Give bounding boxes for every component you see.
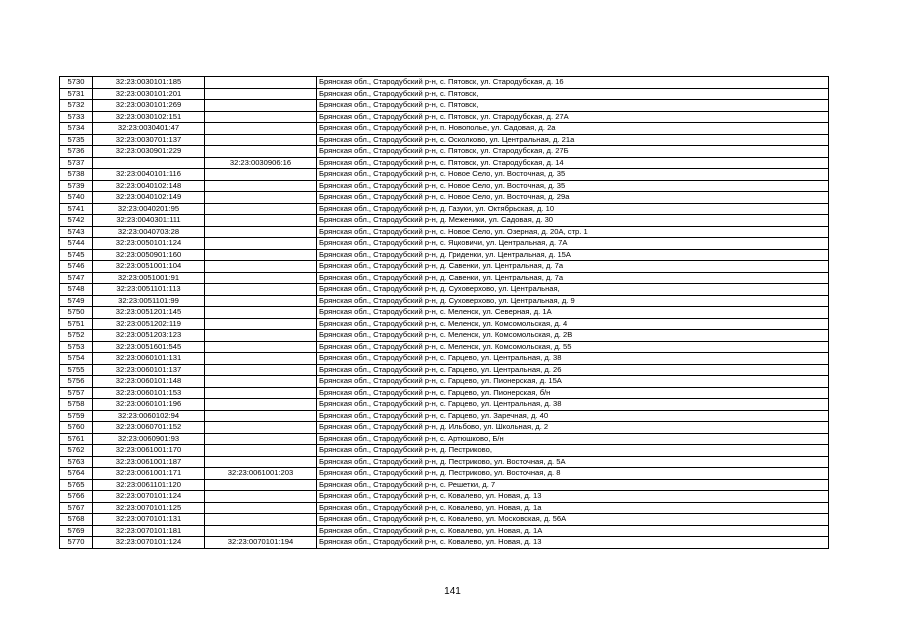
row-number-cell: 5756 — [60, 376, 93, 388]
address-cell: Брянская обл., Стародубский р-н, д. Савенки, ул. Центральная, д. 7а — [317, 272, 829, 284]
row-number-cell: 5746 — [60, 261, 93, 273]
address-cell: Брянская обл., Стародубский р-н, с. Гарцево, ул. Пионерская, б/н — [317, 387, 829, 399]
related-cadastral-number-cell: 32:23:0070101:194 — [205, 537, 317, 549]
cadastral-number-cell: 32:23:0060101:137 — [93, 364, 205, 376]
address-cell: Брянская обл., Стародубский р-н, д. Газуки, ул. Октябрьская, д. 10 — [317, 203, 829, 215]
cadastral-number-cell: 32:23:0070101:124 — [93, 537, 205, 549]
row-number-cell: 5744 — [60, 238, 93, 250]
table-row — [60, 203, 829, 215]
table-row — [60, 284, 829, 296]
row-number-cell: 5765 — [60, 479, 93, 491]
related-cadastral-number-cell — [205, 353, 317, 365]
cadastral-number-cell: 32:23:0061101:120 — [93, 479, 205, 491]
table-row — [60, 215, 829, 227]
related-cadastral-number-cell — [205, 215, 317, 227]
related-cadastral-number-cell — [205, 318, 317, 330]
cadastral-number-cell: 32:23:0040102:148 — [93, 180, 205, 192]
cadastral-number-cell: 32:23:0030101:185 — [93, 77, 205, 89]
address-cell: Брянская обл., Стародубский р-н, с. Новое Село, ул. Озерная, д. 20А, стр. 1 — [317, 226, 829, 238]
cadastral-number-cell: 32:23:0060101:196 — [93, 399, 205, 411]
row-number-cell: 5750 — [60, 307, 93, 319]
related-cadastral-number-cell — [205, 399, 317, 411]
cadastral-number-cell: 32:23:0030701:137 — [93, 134, 205, 146]
cadastral-number-cell: 32:23:0050901:160 — [93, 249, 205, 261]
row-number-cell: 5768 — [60, 514, 93, 526]
cadastral-number-cell: 32:23:0051101:113 — [93, 284, 205, 296]
row-number-cell: 5769 — [60, 525, 93, 537]
table-row — [60, 192, 829, 204]
cadastral-number-cell: 32:23:0051601:545 — [93, 341, 205, 353]
address-cell: Брянская обл., Стародубский р-н, с. Яцковичи, ул. Центральная, д. 7А — [317, 238, 829, 250]
address-cell: Брянская обл., Стародубский р-н, с. Гарцево, ул. Центральная, д. 38 — [317, 399, 829, 411]
related-cadastral-number-cell — [205, 479, 317, 491]
row-number-cell: 5733 — [60, 111, 93, 123]
address-cell: Брянская обл., Стародубский р-н, с. Гарцево, ул. Центральная, д. 38 — [317, 353, 829, 365]
table-row — [60, 146, 829, 158]
address-cell: Брянская обл., Стародубский р-н, с. Ковалево, ул. Московская, д. 56А — [317, 514, 829, 526]
table-row — [60, 123, 829, 135]
address-cell: Брянская обл., Стародубский р-н, д. Ильбово, ул. Школьная, д. 2 — [317, 422, 829, 434]
table-row — [60, 238, 829, 250]
table-row — [60, 387, 829, 399]
cadastral-number-cell: 32:23:0060101:148 — [93, 376, 205, 388]
row-number-cell: 5736 — [60, 146, 93, 158]
cadastral-number-cell: 32:23:0051101:99 — [93, 295, 205, 307]
related-cadastral-number-cell: 32:23:0061001:203 — [205, 468, 317, 480]
address-cell: Брянская обл., Стародубский р-н, с. Ковалево, ул. Новая, д. 13 — [317, 491, 829, 503]
related-cadastral-number-cell — [205, 491, 317, 503]
related-cadastral-number-cell — [205, 238, 317, 250]
table-row — [60, 341, 829, 353]
table-row — [60, 353, 829, 365]
related-cadastral-number-cell — [205, 192, 317, 204]
cadastral-number-cell: 32:23:0051201:145 — [93, 307, 205, 319]
row-number-cell: 5753 — [60, 341, 93, 353]
address-cell: Брянская обл., Стародубский р-н, д. Пестриково, — [317, 445, 829, 457]
related-cadastral-number-cell — [205, 341, 317, 353]
address-cell: Брянская обл., Стародубский р-н, с. Гарцево, ул. Заречная, д. 40 — [317, 410, 829, 422]
cadastral-number-cell: 32:23:0060901:93 — [93, 433, 205, 445]
table-body — [60, 77, 829, 549]
cadastral-number-cell: 32:23:0070101:125 — [93, 502, 205, 514]
row-number-cell: 5743 — [60, 226, 93, 238]
related-cadastral-number-cell — [205, 249, 317, 261]
address-cell: Брянская обл., Стародубский р-н, с. Меленск, ул. Комсомольская, д. 2В — [317, 330, 829, 342]
table-row — [60, 525, 829, 537]
row-number-cell: 5760 — [60, 422, 93, 434]
table-row — [60, 111, 829, 123]
related-cadastral-number-cell — [205, 376, 317, 388]
address-cell: Брянская обл., Стародубский р-н, с. Решетки, д. 7 — [317, 479, 829, 491]
address-cell: Брянская обл., Стародубский р-н, с. Пятовск, ул. Стародубская, д. 14 — [317, 157, 829, 169]
row-number-cell: 5749 — [60, 295, 93, 307]
related-cadastral-number-cell — [205, 284, 317, 296]
cadastral-number-cell: 32:23:0061001:170 — [93, 445, 205, 457]
address-cell: Брянская обл., Стародубский р-н, с. Артюшково, Б/н — [317, 433, 829, 445]
address-cell: Брянская обл., Стародубский р-н, д. Суховерхово, ул. Центральная, д. 9 — [317, 295, 829, 307]
row-number-cell: 5739 — [60, 180, 93, 192]
table-row — [60, 307, 829, 319]
row-number-cell: 5764 — [60, 468, 93, 480]
address-cell: Брянская обл., Стародубский р-н, с. Ковалево, ул. Новая, д. 13 — [317, 537, 829, 549]
cadastral-number-cell: 32:23:0030101:201 — [93, 88, 205, 100]
related-cadastral-number-cell — [205, 134, 317, 146]
related-cadastral-number-cell — [205, 169, 317, 181]
table-row — [60, 272, 829, 284]
related-cadastral-number-cell — [205, 272, 317, 284]
address-cell: Брянская обл., Стародубский р-н, с. Новое Село, ул. Восточная, д. 35 — [317, 180, 829, 192]
table-row — [60, 514, 829, 526]
cadastral-number-cell: 32:23:0040301:111 — [93, 215, 205, 227]
cadastral-number-cell: 32:23:0060701:152 — [93, 422, 205, 434]
table-row — [60, 491, 829, 503]
row-number-cell: 5767 — [60, 502, 93, 514]
table-row — [60, 330, 829, 342]
table-row — [60, 169, 829, 181]
cadastral-number-cell: 32:23:0051001:91 — [93, 272, 205, 284]
row-number-cell: 5754 — [60, 353, 93, 365]
row-number-cell: 5759 — [60, 410, 93, 422]
address-cell: Брянская обл., Стародубский р-н, д. Пестриково, ул. Восточная, д. 8 — [317, 468, 829, 480]
row-number-cell: 5762 — [60, 445, 93, 457]
table-row — [60, 479, 829, 491]
address-cell: Брянская обл., Стародубский р-н, д. Савенки, ул. Центральная, д. 7а — [317, 261, 829, 273]
related-cadastral-number-cell — [205, 203, 317, 215]
address-cell: Брянская обл., Стародубский р-н, с. Ковалево, ул. Новая, д. 1А — [317, 525, 829, 537]
table-row — [60, 410, 829, 422]
table-row — [60, 261, 829, 273]
address-cell: Брянская обл., Стародубский р-н, с. Гарцево, ул. Пионерская, д. 15А — [317, 376, 829, 388]
address-cell: Брянская обл., Стародубский р-н, с. Меленск, ул. Комсомольская, д. 4 — [317, 318, 829, 330]
related-cadastral-number-cell — [205, 502, 317, 514]
cadastral-number-cell: 32:23:0030101:269 — [93, 100, 205, 112]
property-register-table — [59, 76, 829, 549]
cadastral-number-cell: 32:23:0070101:124 — [93, 491, 205, 503]
row-number-cell: 5738 — [60, 169, 93, 181]
related-cadastral-number-cell — [205, 123, 317, 135]
address-cell: Брянская обл., Стародубский р-н, с. Пятовск, ул. Стародубская, д. 27А — [317, 111, 829, 123]
related-cadastral-number-cell — [205, 100, 317, 112]
address-cell: Брянская обл., Стародубский р-н, д. Меженики, ул. Садовая, д. 30 — [317, 215, 829, 227]
row-number-cell: 5735 — [60, 134, 93, 146]
related-cadastral-number-cell — [205, 111, 317, 123]
related-cadastral-number-cell — [205, 410, 317, 422]
table-row — [60, 295, 829, 307]
table-row — [60, 226, 829, 238]
related-cadastral-number-cell — [205, 77, 317, 89]
table-row — [60, 456, 829, 468]
row-number-cell: 5770 — [60, 537, 93, 549]
related-cadastral-number-cell — [205, 307, 317, 319]
table-row — [60, 537, 829, 549]
table-row — [60, 445, 829, 457]
related-cadastral-number-cell — [205, 525, 317, 537]
table-row — [60, 88, 829, 100]
cadastral-number-cell: 32:23:0050101:124 — [93, 238, 205, 250]
row-number-cell: 5740 — [60, 192, 93, 204]
row-number-cell: 5751 — [60, 318, 93, 330]
related-cadastral-number-cell — [205, 88, 317, 100]
row-number-cell: 5758 — [60, 399, 93, 411]
address-cell: Брянская обл., Стародубский р-н, с. Меленск, ул. Комсомольская, д. 55 — [317, 341, 829, 353]
related-cadastral-number-cell — [205, 295, 317, 307]
address-cell: Брянская обл., Стародубский р-н, с. Пятовск, — [317, 88, 829, 100]
cadastral-number-cell: 32:23:0040102:149 — [93, 192, 205, 204]
row-number-cell: 5741 — [60, 203, 93, 215]
address-cell: Брянская обл., Стародубский р-н, с. Меленск, ул. Северная, д. 1А — [317, 307, 829, 319]
row-number-cell: 5761 — [60, 433, 93, 445]
related-cadastral-number-cell — [205, 330, 317, 342]
table-row — [60, 433, 829, 445]
address-cell: Брянская обл., Стародубский р-н, п. Новополье, ул. Садовая, д. 2а — [317, 123, 829, 135]
row-number-cell: 5755 — [60, 364, 93, 376]
cadastral-number-cell: 32:23:0040101:116 — [93, 169, 205, 181]
address-cell: Брянская обл., Стародубский р-н, с. Осколково, ул. Центральная, д. 21а — [317, 134, 829, 146]
cadastral-number-cell: 32:23:0060101:131 — [93, 353, 205, 365]
cadastral-number-cell: 32:23:0061001:171 — [93, 468, 205, 480]
table-row — [60, 157, 829, 169]
address-cell: Брянская обл., Стародубский р-н, д. Гриденки, ул. Центральная, д. 15А — [317, 249, 829, 261]
table-row — [60, 134, 829, 146]
cadastral-number-cell: 32:23:0061001:187 — [93, 456, 205, 468]
related-cadastral-number-cell — [205, 514, 317, 526]
address-cell: Брянская обл., Стародубский р-н, с. Пятовск, ул. Стародубская, д. 27Б — [317, 146, 829, 158]
related-cadastral-number-cell — [205, 146, 317, 158]
table-row — [60, 468, 829, 480]
row-number-cell: 5766 — [60, 491, 93, 503]
related-cadastral-number-cell — [205, 456, 317, 468]
cadastral-number-cell: 32:23:0051203:123 — [93, 330, 205, 342]
related-cadastral-number-cell — [205, 261, 317, 273]
page-number: 141 — [444, 586, 461, 597]
cadastral-number-cell: 32:23:0070101:181 — [93, 525, 205, 537]
row-number-cell: 5732 — [60, 100, 93, 112]
cadastral-number-cell: 32:23:0030102:151 — [93, 111, 205, 123]
cadastral-number-cell: 32:23:0040201:95 — [93, 203, 205, 215]
related-cadastral-number-cell — [205, 226, 317, 238]
related-cadastral-number-cell: 32:23:0030906:16 — [205, 157, 317, 169]
cadastral-number-cell: 32:23:0070101:131 — [93, 514, 205, 526]
table-row — [60, 180, 829, 192]
table-row — [60, 100, 829, 112]
row-number-cell: 5730 — [60, 77, 93, 89]
row-number-cell: 5737 — [60, 157, 93, 169]
cadastral-number-cell: 32:23:0060101:153 — [93, 387, 205, 399]
row-number-cell: 5752 — [60, 330, 93, 342]
related-cadastral-number-cell — [205, 433, 317, 445]
address-cell: Брянская обл., Стародубский р-н, с. Ковалево, ул. Новая, д. 1а — [317, 502, 829, 514]
address-cell: Брянская обл., Стародубский р-н, с. Новое Село, ул. Восточная, д. 35 — [317, 169, 829, 181]
row-number-cell: 5731 — [60, 88, 93, 100]
cadastral-number-cell: 32:23:0051001:104 — [93, 261, 205, 273]
related-cadastral-number-cell — [205, 180, 317, 192]
row-number-cell: 5763 — [60, 456, 93, 468]
address-cell: Брянская обл., Стародубский р-н, с. Пятовск, — [317, 100, 829, 112]
address-cell: Брянская обл., Стародубский р-н, с. Новое Село, ул. Восточная, д. 29а — [317, 192, 829, 204]
table-row — [60, 364, 829, 376]
row-number-cell: 5745 — [60, 249, 93, 261]
row-number-cell: 5748 — [60, 284, 93, 296]
row-number-cell: 5734 — [60, 123, 93, 135]
table-row — [60, 422, 829, 434]
related-cadastral-number-cell — [205, 445, 317, 457]
table-row — [60, 318, 829, 330]
table-row — [60, 376, 829, 388]
cadastral-number-cell: 32:23:0030401:47 — [93, 123, 205, 135]
address-cell: Брянская обл., Стародубский р-н, с. Гарцево, ул. Центральная, д. 26 — [317, 364, 829, 376]
row-number-cell: 5742 — [60, 215, 93, 227]
table-row — [60, 249, 829, 261]
table-row — [60, 399, 829, 411]
address-cell: Брянская обл., Стародубский р-н, д. Пестриково, ул. Восточная, д. 5А — [317, 456, 829, 468]
table-row — [60, 77, 829, 89]
address-cell: Брянская обл., Стародубский р-н, с. Пятовск, ул. Стародубская, д. 16 — [317, 77, 829, 89]
related-cadastral-number-cell — [205, 387, 317, 399]
cadastral-number-cell: 32:23:0060102:94 — [93, 410, 205, 422]
row-number-cell: 5747 — [60, 272, 93, 284]
table-row — [60, 502, 829, 514]
cadastral-number-cell: 32:23:0030901:229 — [93, 146, 205, 158]
cadastral-number-cell — [93, 157, 205, 169]
address-cell: Брянская обл., Стародубский р-н, д. Суховерхово, ул. Центральная, — [317, 284, 829, 296]
cadastral-number-cell: 32:23:0040703:28 — [93, 226, 205, 238]
related-cadastral-number-cell — [205, 364, 317, 376]
related-cadastral-number-cell — [205, 422, 317, 434]
row-number-cell: 5757 — [60, 387, 93, 399]
cadastral-number-cell: 32:23:0051202:119 — [93, 318, 205, 330]
